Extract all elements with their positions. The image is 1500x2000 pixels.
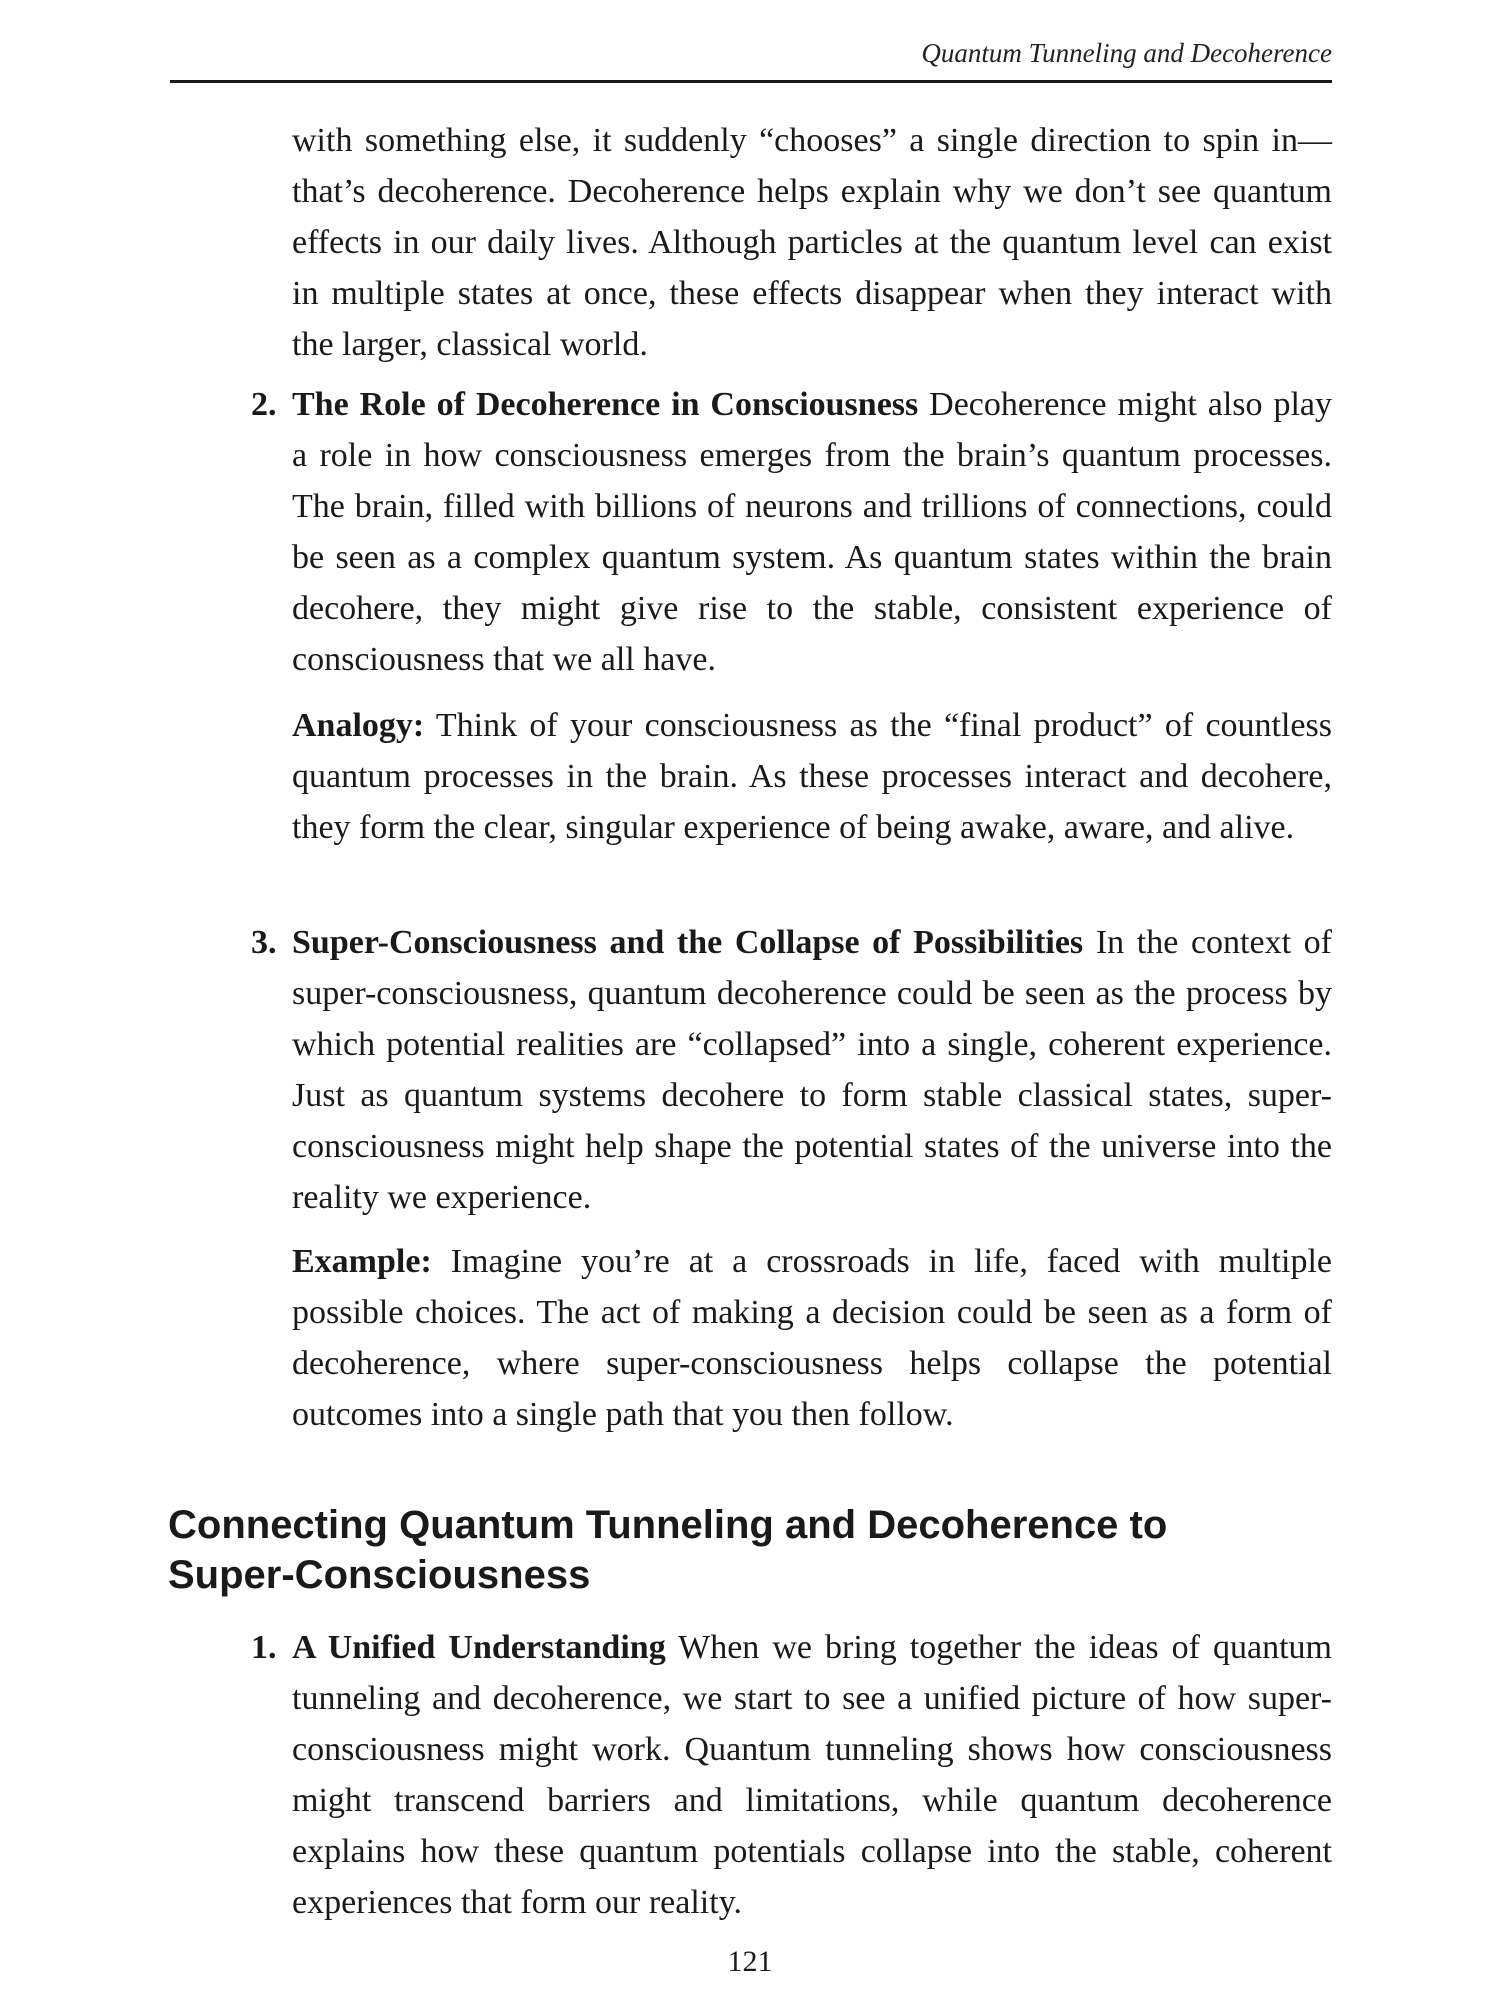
page-number: 121 — [727, 1945, 773, 1978]
analogy-label: Analogy: — [292, 707, 425, 744]
intro-paragraph — [292, 115, 1332, 370]
list-item-title: Super-Consciousness and the Collapse of Possibilities — [292, 924, 1084, 961]
section-heading-line-1: Connecting Quantum Tunneling and Decoherence to — [168, 1503, 1168, 1547]
list-item-number: 3. — [251, 924, 277, 961]
list-item-2 — [251, 379, 1332, 685]
list-item-text: When we bring together the ideas of quantum tunneling and decoherence, we start to see a unified picture of how super-consciousness might work. Quantum tunneling shows how consciousness might transcend barriers and limitations, while quantum decoherence explains how these quantum potentials collapse into the stable, coherent experiences that form our reality. — [292, 1629, 1332, 1921]
list-item-text: Decoherence might also play a role in how consciousness emerges from the brain’s quantum processes. The brain, filled with billions of neurons and trillions of connections, could be seen as a complex quantum system. As quantum states within the brain decohere, they might give rise to the stable, consistent experience of consciousness that we all have. — [292, 386, 1332, 678]
list-item-title: The Role of Decoherence in Consciousness — [292, 386, 919, 423]
analogy-paragraph — [292, 700, 1332, 853]
list-item-number: 1. — [251, 1629, 277, 1666]
list-item-title: A Unified Understanding — [292, 1629, 666, 1666]
section-heading — [168, 1500, 1268, 1600]
list-item-number: 2. — [251, 386, 277, 423]
running-head: Quantum Tunneling and Decoherence — [921, 38, 1332, 68]
example-text: Imagine you’re at a crossroads in life, faced with multiple possible choices. The act of making a decision could be seen as a form of decoherence, where super-consciousness helps collapse the potential outcomes into a single path that you then follow. — [292, 1243, 1332, 1433]
section-heading-line-2: Super-Consciousness — [168, 1553, 591, 1597]
header-rule — [170, 80, 1332, 83]
list-item-3 — [251, 917, 1332, 1223]
intro-paragraph-text: with something else, it suddenly “chooses” a single direction to spin in—that’s decoherence. Decoherence helps explain why we don’t see quantum effects in our daily lives. Although particles at the quantum level can exist in multiple states at once, these effects disappear when they interact with the larger, classical world. — [292, 122, 1332, 363]
example-label: Example: — [292, 1243, 432, 1280]
section-list-item-1 — [251, 1622, 1332, 1928]
list-item-text: In the context of super-consciousness, quantum decoherence could be seen as the process by which potential realities are “collapsed” into a single, coherent experience. Just as quantum systems decohere to form stable classical states, super-consciousness might help shape the potential states of the universe into the reality we experience. — [292, 924, 1332, 1216]
example-paragraph — [292, 1236, 1332, 1440]
analogy-text: Think of your consciousness as the “final product” of countless quantum processes in the brain. As these processes interact and decohere, they form the clear, singular experience of being awake, aware, and alive. — [292, 707, 1332, 846]
